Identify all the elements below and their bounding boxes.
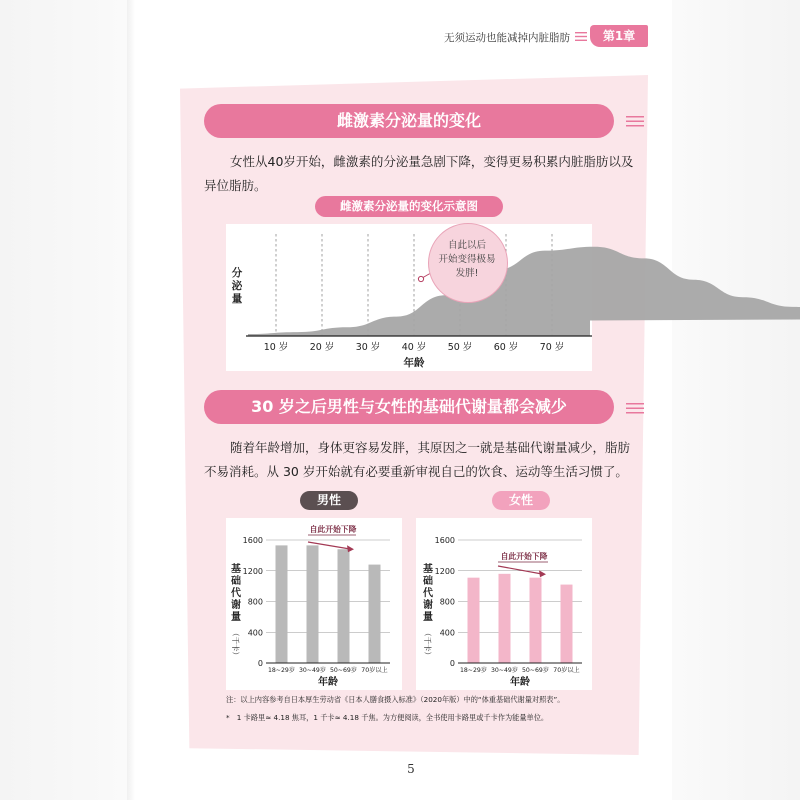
male-bar-0 <box>276 545 288 663</box>
male-trend-arrow-head <box>347 545 354 552</box>
male-x-tick-2: 50~69岁 <box>329 667 358 674</box>
male-bar-1 <box>307 545 319 663</box>
male-y-axis-title-char-2: 代 <box>231 588 241 599</box>
male-y-axis-title-char-1: 础 <box>231 576 241 587</box>
source-note: 注：以上内容参考自日本厚生劳动省《日本人膳食摄入标准》（2020年版）中的“体重基础代谢量对照表”。 <box>226 695 565 704</box>
female-y-tick-2: 800 <box>439 597 455 607</box>
section1-paragraph-line1: 女性从40岁开始，雌激素的分泌量急剧下降，变得更易积累内脏脂肪以及 <box>230 154 634 169</box>
female-y-axis-title-char-2: 代 <box>423 588 433 599</box>
female-bar-2 <box>530 578 542 663</box>
callout-line-2: 开始变得极易 <box>438 254 496 265</box>
male-y-tick-3: 1200 <box>242 566 263 576</box>
callout-line-1: 自此以后 <box>447 240 486 251</box>
female-y-tick-3: 1200 <box>434 566 455 576</box>
female-y-axis-title-char-3: 谢 <box>423 600 433 611</box>
male-x-tick-3: 70岁以上 <box>361 667 388 674</box>
female-label: 女性 <box>492 491 550 510</box>
male-x-tick-0: 18~29岁 <box>267 667 296 674</box>
female-trend-arrow-head <box>539 570 546 577</box>
female-x-tick-3: 70岁以上 <box>553 667 580 674</box>
male-bar-3 <box>369 565 381 663</box>
x-tick-label-4: 50 岁 <box>447 342 473 353</box>
female-bar-3 <box>561 585 573 663</box>
male-y-tick-1: 400 <box>247 628 263 638</box>
y-axis-title-char-2: 量 <box>231 293 243 305</box>
male-x-axis-title: 年龄 <box>318 677 338 688</box>
female-y-axis-title-char-4: 量 <box>423 612 433 623</box>
y-axis-title-char-1: 泌 <box>231 280 243 292</box>
female-y-tick-0: 0 <box>449 659 455 668</box>
page-number: 5 <box>407 762 415 776</box>
x-tick-label-2: 30 岁 <box>355 342 381 353</box>
x-tick-label-3: 40 岁 <box>401 342 427 353</box>
female-x-tick-0: 18~29岁 <box>459 667 488 674</box>
section2-title: 30 岁之后男性与女性的基础代谢量都会减少 <box>204 390 614 424</box>
male-y-tick-2: 800 <box>247 597 263 607</box>
male-y-tick-0: 0 <box>257 659 263 668</box>
female-bar-1 <box>499 574 511 663</box>
section1-paragraph-line2: 异位脂肪。 <box>204 178 267 193</box>
female-y-tick-1: 400 <box>439 628 455 638</box>
x-tick-label-5: 60 岁 <box>493 342 519 353</box>
male-bar-2 <box>338 549 350 663</box>
female-annotation: 自此开始下降 <box>500 552 548 561</box>
female-y-tick-4: 1600 <box>434 536 455 545</box>
male-y-axis-title-char-3: 谢 <box>231 600 241 611</box>
female-x-tick-1: 30~49岁 <box>490 667 519 674</box>
x-tick-label-0: 10 岁 <box>263 342 289 353</box>
female-y-axis-title-char-1: 础 <box>423 576 433 587</box>
male-y-axis-title-char-0: 基 <box>231 564 241 575</box>
chapter-tab: 第1章 <box>590 25 648 47</box>
male-y-tick-4: 1600 <box>242 536 263 545</box>
callout-line-3: 发胖! <box>455 268 479 279</box>
female-trend-arrow-line <box>498 566 542 574</box>
male-label: 男性 <box>300 491 358 510</box>
section1-title: 雌激素分泌量的变化 <box>204 104 614 138</box>
male-x-tick-1: 30~49岁 <box>298 667 327 674</box>
figure1-title: 雌激素分泌量的变化示意图 <box>315 196 503 217</box>
x-tick-label-6: 70 岁 <box>539 342 565 353</box>
x-axis-title: 年龄 <box>403 357 425 369</box>
female-x-axis-title: 年龄 <box>510 677 530 688</box>
female-y-axis-unit: （千卡） <box>423 629 432 659</box>
section2-paragraph-line1: 随着年龄增加，身体更容易发胖，其原因之一就是基础代谢量减少，脂肪 <box>230 440 631 455</box>
female-x-tick-2: 50~69岁 <box>521 667 550 674</box>
unit-note: * 1 卡路里≈ 4.18 焦耳，1 千卡≈ 4.18 千焦。为方便阅读，全书使用卡路里或千卡作为能量单位。 <box>226 713 549 722</box>
female-bar-0 <box>468 578 480 663</box>
y-axis-title-char-0: 分 <box>231 267 243 279</box>
male-y-axis-title-char-4: 量 <box>231 612 241 623</box>
female-y-axis-title-char-0: 基 <box>423 564 433 575</box>
male-y-axis-unit: （千卡） <box>231 629 240 659</box>
running-header: 无须运动也能减掉内脏脂肪 <box>444 32 570 44</box>
male-annotation: 自此开始下降 <box>309 525 357 534</box>
x-tick-label-1: 20 岁 <box>309 342 335 353</box>
section2-paragraph-line2: 不易消耗。从 30 岁开始就有必要重新审视自己的饮食、运动等生活习惯了。 <box>204 464 628 479</box>
